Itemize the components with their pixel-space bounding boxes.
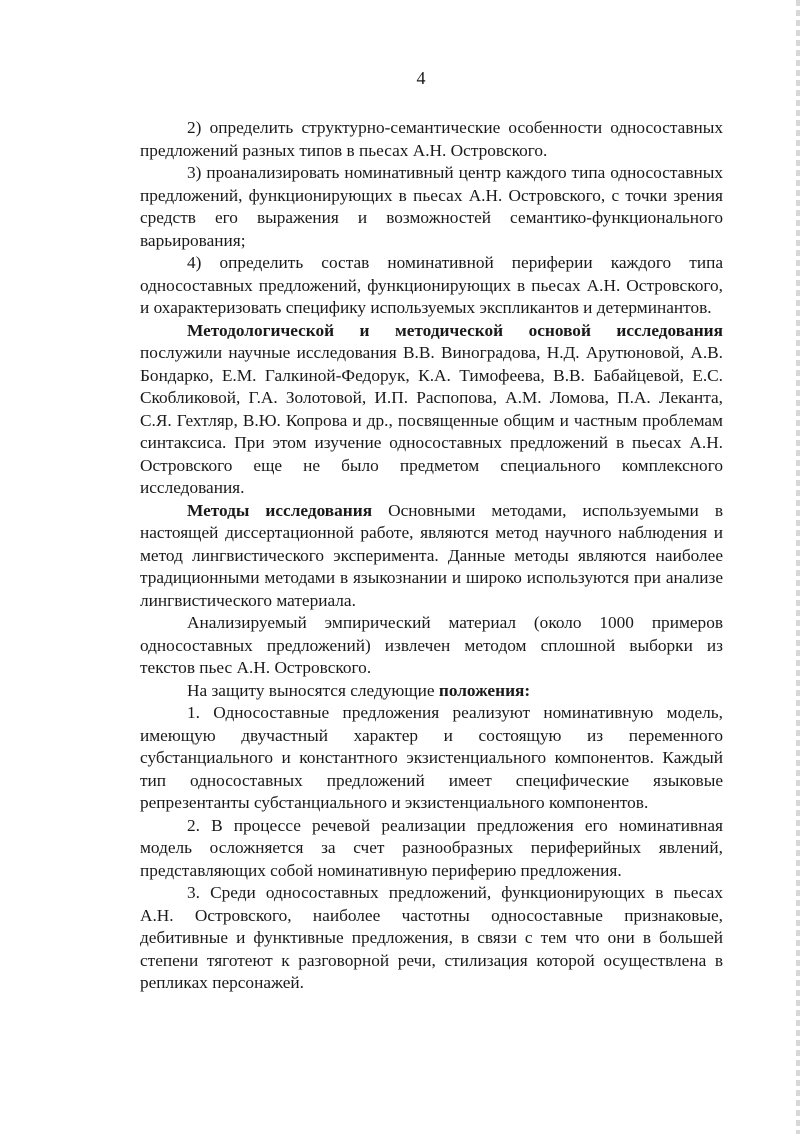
paragraph-task-4: 4) определить состав номинативной периферии каждого типа односоставных предложений, функционирующих в пьесах А.Н. Островского, и охарактеризовать специфику используемых экспликантов и детерминантов.: [140, 253, 723, 317]
body-text: [140, 117, 723, 995]
paragraph-task-3: 3) проанализировать номинативный центр каждого типа односоставных предложений, функционирующих в пьесах А.Н. Островского, с точки зрения средств его выражения и возможностей семантико-функционального варьирования;: [140, 163, 723, 250]
methodology-heading: Методологической и методической основой исследования: [187, 320, 723, 340]
methods-text: Основными методами, используемыми в настоящей диссертационной работе, являются метод научного наблюдения и метод лингвистического эксперимента. Данные методы являются наиболее традиционными методами в языкознании и широко используются при анализе лингвистического материала.: [140, 500, 723, 610]
theses-heading: положения:: [438, 680, 531, 700]
paragraph-task-2: 2) определить структурно-семантические особенности односоставных предложений разных типов в пьесах А.Н. Островского.: [140, 118, 723, 160]
paragraph-theses-intro: [140, 680, 723, 703]
paragraph-thesis-2: 2. В процессе речевой реализации предложения его номинативная модель осложняется за счет разнообразных периферийных явлений, представляющих собой номинативную периферию предложения.: [140, 815, 723, 880]
paragraph-thesis-1: 1. Односоставные предложения реализуют номинативную модель, имеющую двучастный характер и состоящую из переменного субстанциального и константного экзистенциального компонентов. Каждый тип односоставных предложений имеет специфические языковые репрезентанты субстанциального и экзистенциального компонентов.: [140, 703, 723, 812]
methodology-text: послужили научные исследования В.В. Виноградова, Н.Д. Арутюновой, А.В. Бондарко, Е.М. Галкиной-Федорук, К.А. Тимофеева, В.В. Бабайцевой, Е.С. Скобликовой, Г.А. Золотовой, И.П. Распопова, А.М. Ломова, П.А. Леканта, С.Я. Гехтляр, В.Ю. Копрова и др., посвященные общим и частным проблемам синтаксиса. При этом изучение односоставных предложений в пьесах А.Н. Островского еще не было предметом специального комплексного исследования.: [140, 343, 723, 497]
paragraph-methods: [140, 500, 723, 613]
paragraph-thesis-3: 3. Среди односоставных предложений, функционирующих в пьесах А.Н. Островского, наиболее частотны односоставные признаковые, дебитивные и функтивные предложения, в связи с тем что они в большей степени тяготеют к разговорной речи, стилизация которой осуществлена в репликах персонажей.: [140, 883, 723, 992]
theses-intro-text: На защиту выносятся следующие: [187, 680, 439, 700]
paragraph-methodology: [140, 320, 723, 500]
methods-heading: Методы исследования: [187, 500, 373, 520]
page-number: 4: [416, 68, 426, 88]
scan-edge: [796, 0, 800, 1134]
paragraph-material: Анализируемый эмпирический материал (около 1000 примеров односоставных предложений) извлечен методом сплошной выборки из текстов пьес А.Н. Островского.: [140, 613, 723, 677]
